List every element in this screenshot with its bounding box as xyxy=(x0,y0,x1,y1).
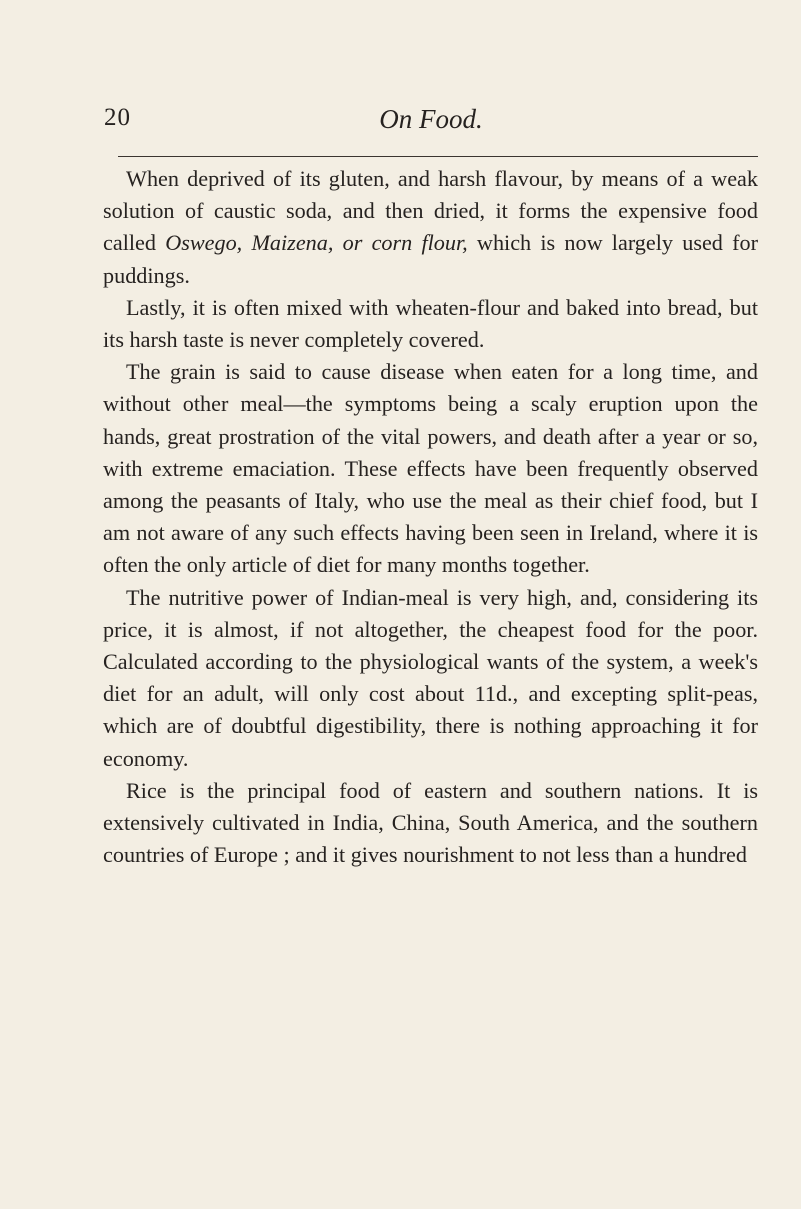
paragraph-5: Rice is the principal food of eastern and southern nations. It is extensively cultivated in India, China, South America, and the southern countries of Europe ; and it gives nourishment to not less than a hundred xyxy=(103,777,758,868)
header-rule xyxy=(118,156,758,157)
page-number: 20 xyxy=(104,104,131,131)
paragraph-1-text-b xyxy=(333,230,342,255)
paragraph-3: The grain is said to cause disease when eaten for a long time, and without other meal—the symptoms being a scaly eruption upon the hands, great prostration of the vital powers, and death after a year or so, with extreme emaciation. These effects have been frequently observed among the peasants of Italy, who use the meal as their chief food, but I am not aware of any such effects having been seen in Ireland, where it is often the only article of diet for many months together. xyxy=(103,359,758,578)
paragraph-4: The nutritive power of Indian-meal is very high, and, considering its price, it is almost, if not altogether, the cheapest food for the poor. Calculated according to the physiological wants of the system, a week's diet for an adult, will only cost about 11d., and excepting split-peas, which are of doubtful digestibility, there is nothing approaching it for economy. xyxy=(103,584,758,771)
paragraph-2: Lastly, it is often mixed with wheaten-flour and baked into bread, but its harsh taste is never completely covered. xyxy=(103,294,758,353)
body-text xyxy=(103,163,758,871)
paragraph-1-italic-a: Oswego, Maizena, xyxy=(165,230,334,256)
paragraph-1-italic-b: or corn flour, xyxy=(342,230,468,256)
paragraph-1-text-c: which is now largely used for puddings. xyxy=(103,230,758,288)
running-head xyxy=(104,104,758,140)
running-title: On Food. xyxy=(379,104,483,134)
paragraph-1-text-a: When deprived of its gluten, and harsh flavour, by means of a weak solution of caustic soda, and then dried, it forms the expensive food called xyxy=(103,166,758,256)
paragraph-1 xyxy=(103,163,758,292)
